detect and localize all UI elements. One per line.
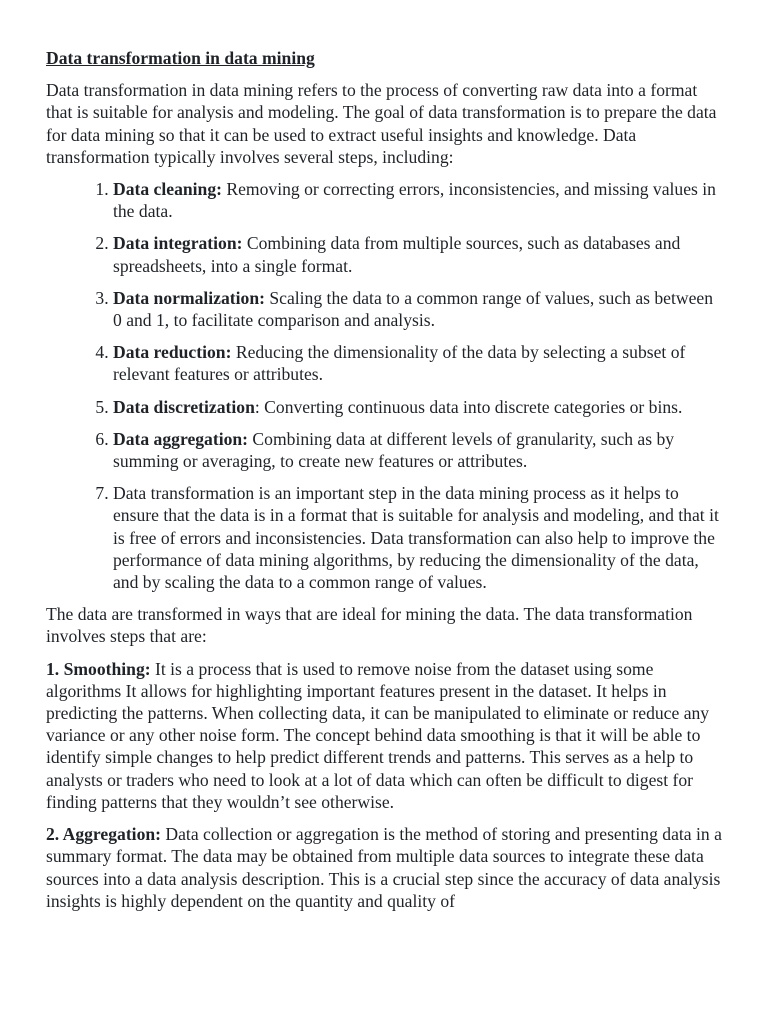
list-item — [113, 396, 726, 418]
document-title: Data transformation in data mining — [46, 48, 315, 68]
step-term: Data normalization: — [113, 287, 265, 308]
step-term: Data aggregation: — [113, 428, 249, 449]
steps-list — [46, 178, 726, 593]
list-item — [113, 232, 726, 276]
list-item — [113, 428, 726, 472]
step-term: Data integration: — [113, 233, 243, 254]
document-page — [46, 47, 726, 922]
smoothing-text: It is a process that is used to remove noise from the dataset using some algorithms It allows for highlighting important features present in the dataset. It helps in predicting the patterns. When collecting data, it can be manipulated to eliminate or reduce any variance or any other noise form. The concept behind data smoothing is that it will be able to identify simple changes to help predict different trends and patterns. This serves as a help to analysts or traders who need to look at a lot of data which can often be difficult to digest for finding patterns that they wouldn’t see otherwise. — [46, 658, 710, 812]
step-text: Scaling the data to a common range of values, such as between 0 and 1, to facilitate comparison and analysis. — [113, 287, 713, 331]
aggregation-term: 2. Aggregation: — [46, 824, 162, 845]
step-text: Reducing the dimensionality of the data by selecting a subset of relevant features or attributes. — [113, 342, 686, 385]
aggregation-paragraph — [46, 823, 726, 912]
step-term: Data cleaning: — [113, 179, 222, 200]
aggregation-text: Data collection or aggregation is the method of storing and presenting data in a summary format. The data may be obtained from multiple data sources to integrate these data sources into a data analysis description. This is a crucial step since the accuracy of data analysis insights is highly dependent on the quantity and quality of — [46, 824, 722, 911]
list-item — [113, 482, 726, 593]
step-text: Removing or correcting errors, inconsistencies, and missing values in the data. — [113, 179, 716, 222]
step-term: Data discretization — [113, 396, 255, 417]
step-text: Combining data from multiple sources, such as databases and spreadsheets, into a single format. — [113, 233, 681, 276]
step-term: Data reduction: — [113, 342, 232, 363]
list-item — [113, 178, 726, 222]
list-item — [113, 287, 726, 331]
transition-paragraph: The data are transformed in ways that are ideal for mining the data. The data transformation involves steps that are: — [46, 604, 693, 647]
smoothing-term: 1. Smoothing: — [46, 658, 151, 679]
intro-paragraph: Data transformation in data mining refers to the process of converting raw data into a format that is suitable for analysis and modeling. The goal of data transformation is to prepare the data for data mining so that it can be used to extract useful insights and knowledge. Data transformation typically involves several steps, including: — [46, 80, 717, 167]
step-text: Combining data at different levels of granularity, such as by summing or averaging, to create new features or attributes. — [113, 428, 675, 472]
list-item — [113, 341, 726, 385]
smoothing-paragraph — [46, 658, 726, 813]
step-text: : Converting continuous data into discrete categories or bins. — [254, 396, 683, 417]
step-text: Data transformation is an important step in the data mining process as it helps to ensure that the data is in a format that is suitable for analysis and modeling, and that it is free of errors and inconsistencies. Data transformation can also help to improve the performance of data mining algorithms, by reducing the dimensionality of the data, and by scaling the data to a common range of values. — [113, 483, 719, 593]
